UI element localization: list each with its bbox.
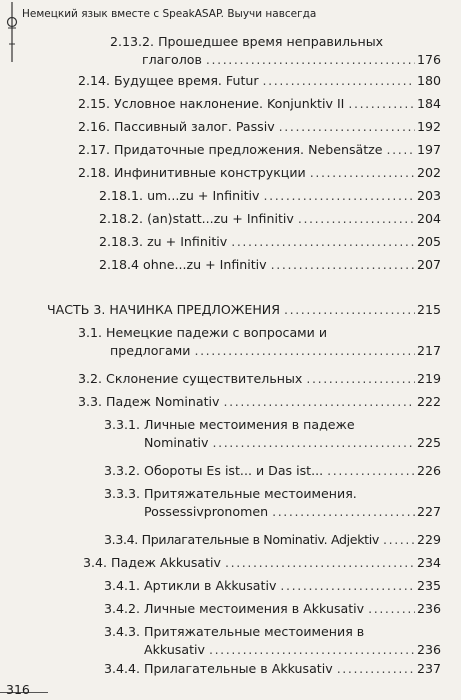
toc-entry-title: 2.14. Будущее время. Futur — [78, 73, 259, 88]
toc-entry-page: 219 — [416, 371, 441, 386]
toc-entry-title: 3.4.3. Притяжательные местоимения в — [104, 624, 365, 639]
toc-entry — [78, 370, 441, 388]
toc-entry-title: 3.4.1. Артикли в Akkusativ — [104, 578, 277, 593]
toc-entry — [104, 462, 441, 480]
toc-entry-title: 2.18.2. (an)statt...zu + Infinitiv — [99, 211, 294, 226]
dot-leader — [231, 233, 415, 251]
toc-entry-page: 236 — [416, 601, 441, 616]
toc-entry-page: 176 — [416, 52, 441, 67]
toc-entry-page: 204 — [416, 211, 441, 226]
toc-entry-page: 226 — [416, 463, 441, 478]
toc-entry — [78, 118, 441, 136]
dot-leader — [383, 531, 415, 549]
toc-entry — [78, 95, 441, 113]
running-header: Немецкий язык вместе с SpeakASAP. Выучи навсегда — [22, 8, 317, 20]
dot-leader — [306, 370, 415, 388]
toc-entry — [99, 256, 441, 274]
toc-entry — [104, 531, 441, 549]
toc-entry-title: 2.13.2. Прошедшее время неправильных — [110, 34, 384, 49]
toc-entry-page: 234 — [416, 555, 441, 570]
toc-entry-title-cont: Akkusativ — [144, 642, 205, 657]
toc-entry — [104, 577, 441, 595]
dot-leader — [272, 503, 415, 521]
dot-leader — [368, 600, 415, 618]
dot-leader — [263, 187, 414, 205]
toc-entry-title: ЧАСТЬ 3. НАЧИНКА ПРЕДЛОЖЕНИЯ — [47, 302, 280, 317]
toc-entry-title: 2.18. Инфинитивные конструкции — [78, 165, 306, 180]
toc-entry — [104, 600, 441, 618]
toc-entry-page: 207 — [416, 257, 441, 272]
toc-entry-title: 2.16. Пассивный залог. Passiv — [78, 119, 275, 134]
toc-entry-title: 3.2. Склонение существительных — [78, 371, 303, 386]
dot-leader — [271, 256, 415, 274]
toc-entry-title: 3.4.4. Прилагательные в Akkusativ — [104, 661, 333, 676]
toc-entry-page: 205 — [416, 234, 441, 249]
dot-leader — [209, 641, 415, 659]
toc-entry-title: 3.4.2. Личные местоимения в Akkusativ — [104, 601, 365, 616]
toc-entry-title-cont: глаголов — [142, 52, 202, 67]
toc-entry-title: 2.17. Придаточные предложения. Nebensätze — [78, 142, 383, 157]
toc-entry — [78, 141, 441, 159]
toc-entry — [78, 324, 441, 360]
dot-leader — [280, 577, 415, 595]
toc-entry-page: 184 — [416, 96, 441, 111]
toc-entry-title: 3.3. Падеж Nominativ — [78, 394, 220, 409]
toc-part-heading — [47, 301, 441, 319]
dot-leader — [348, 95, 415, 113]
dot-leader — [279, 118, 415, 136]
toc-entry-title-cont: Possessivpronomen — [144, 504, 269, 519]
toc-entry-title: 2.18.1. um...zu + Infinitiv — [99, 188, 260, 203]
dot-leader — [298, 210, 415, 228]
toc-entry — [104, 416, 441, 452]
toc-entry-title: 2.15. Условное наклонение. Konjunktiv II — [78, 96, 345, 111]
toc-entry — [99, 187, 441, 205]
toc-entry-title: 3.3.4. Прилагательные в Nominativ. Adjektiv — [104, 532, 379, 547]
dot-leader — [327, 462, 415, 480]
toc-entry-page: 236 — [416, 642, 441, 657]
toc-entry-title-cont: Nominativ — [144, 435, 209, 450]
toc-entry-page: 217 — [416, 343, 441, 358]
toc-entry-page: 215 — [416, 302, 441, 317]
toc-entry-page: 192 — [416, 119, 441, 134]
dot-leader — [225, 554, 415, 572]
toc-entry-page: 202 — [416, 165, 441, 180]
toc-entry — [104, 485, 441, 521]
dot-leader — [337, 660, 415, 678]
toc-entry-title: 3.3.1. Личные местоимения в падеже — [104, 417, 355, 432]
toc-entry — [110, 33, 441, 69]
toc-entry-page: 235 — [416, 578, 441, 593]
toc-entry-title: 3.3.2. Обороты Es ist... и Das ist... — [104, 463, 324, 478]
toc-entry-page: 229 — [416, 532, 441, 547]
toc-entry — [99, 233, 441, 251]
toc-entry — [104, 623, 441, 659]
dot-leader — [310, 164, 415, 182]
dot-leader — [284, 301, 415, 319]
toc-entry-title: 3.4. Падеж Akkusativ — [83, 555, 221, 570]
toc-entry-title: 3.1. Немецкие падежи с вопросами и — [78, 325, 328, 340]
dot-leader — [224, 393, 415, 411]
toc-entry-title: 2.18.3. zu + Infinitiv — [99, 234, 228, 249]
page-number: 316 — [6, 682, 30, 697]
toc-entry-title: 3.3.3. Притяжательные местоимения. — [104, 486, 357, 501]
toc-entry — [78, 72, 441, 90]
dot-leader — [387, 141, 415, 159]
toc-entry-page: 180 — [416, 73, 441, 88]
toc-entry — [78, 393, 441, 411]
dot-leader — [194, 342, 414, 360]
toc-entry — [83, 554, 441, 572]
dot-leader — [263, 72, 415, 90]
dot-leader — [206, 51, 415, 69]
toc-entry — [78, 164, 441, 182]
toc-entry-page: 203 — [416, 188, 441, 203]
toc-entry-page: 225 — [416, 435, 441, 450]
toc-entry-title-cont: предлогами — [110, 343, 191, 358]
toc-entry-page: 197 — [416, 142, 441, 157]
dot-leader — [212, 434, 414, 452]
toc-entry-page: 222 — [416, 394, 441, 409]
toc-entry — [104, 660, 441, 678]
toc-entry-page: 227 — [416, 504, 441, 519]
toc-entry — [99, 210, 441, 228]
toc-entry-page: 237 — [416, 661, 441, 676]
toc-entry-title: 2.18.4 ohne...zu + Infinitiv — [99, 257, 267, 272]
